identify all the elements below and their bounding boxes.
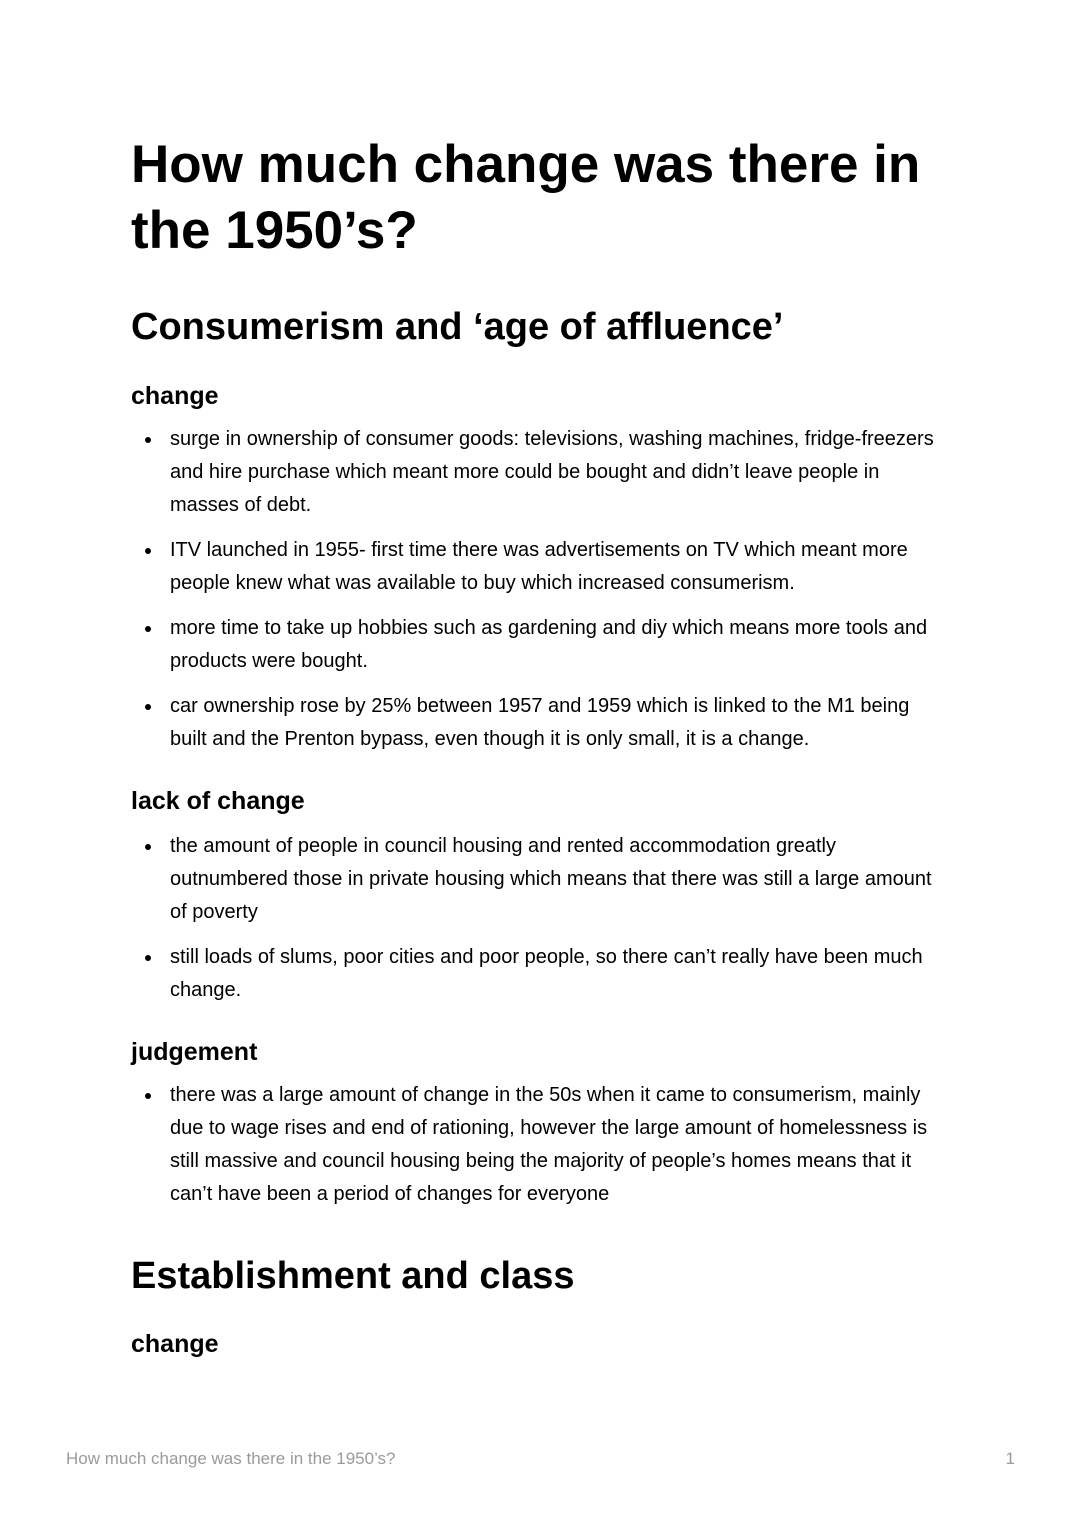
section-heading-consumerism: Consumerism and ‘age of affluence’ [131,306,784,348]
subheading-change-establishment: change [131,1330,219,1358]
judgement-bullet-list [131,1079,946,1223]
list-item: still loads of slums, poor cities and poor people, so there can’t really have been much change. [131,941,946,1007]
change-bullet-list [131,423,946,768]
footer-page-number: 1 [1005,1449,1015,1468]
list-item: more time to take up hobbies such as gardening and diy which means more tools and products were bought. [131,612,946,678]
list-item: ITV launched in 1955- first time there was advertisements on TV which meant more people knew what was available to buy which increased consumerism. [131,534,946,600]
list-item: car ownership rose by 25% between 1957 and 1959 which is linked to the M1 being built and the Prenton bypass, even though it is only small, it is a change. [131,690,946,756]
subheading-judgement: judgement [131,1038,258,1066]
list-item: there was a large amount of change in the 50s when it came to consumerism, mainly due to wage rises and end of rationing, however the large amount of homelessness is still massive and council housing being the majority of people’s homes means that it can’t have been a period of changes for everyone [131,1079,946,1211]
footer-title: How much change was there in the 1950’s? [66,1449,396,1468]
subheading-lack-of-change: lack of change [131,787,305,815]
list-item: surge in ownership of consumer goods: televisions, washing machines, fridge-freezers and hire purchase which meant more could be bought and didn’t leave people in masses of debt. [131,423,946,522]
lack-of-change-bullet-list [131,830,946,1019]
page-title: How much change was there in the 1950’s? [131,135,921,260]
section-heading-establishment: Establishment and class [131,1255,575,1297]
subheading-change: change [131,382,219,410]
list-item: the amount of people in council housing and rented accommodation greatly outnumbered those in private housing which means that there was still a large amount of poverty [131,830,946,929]
